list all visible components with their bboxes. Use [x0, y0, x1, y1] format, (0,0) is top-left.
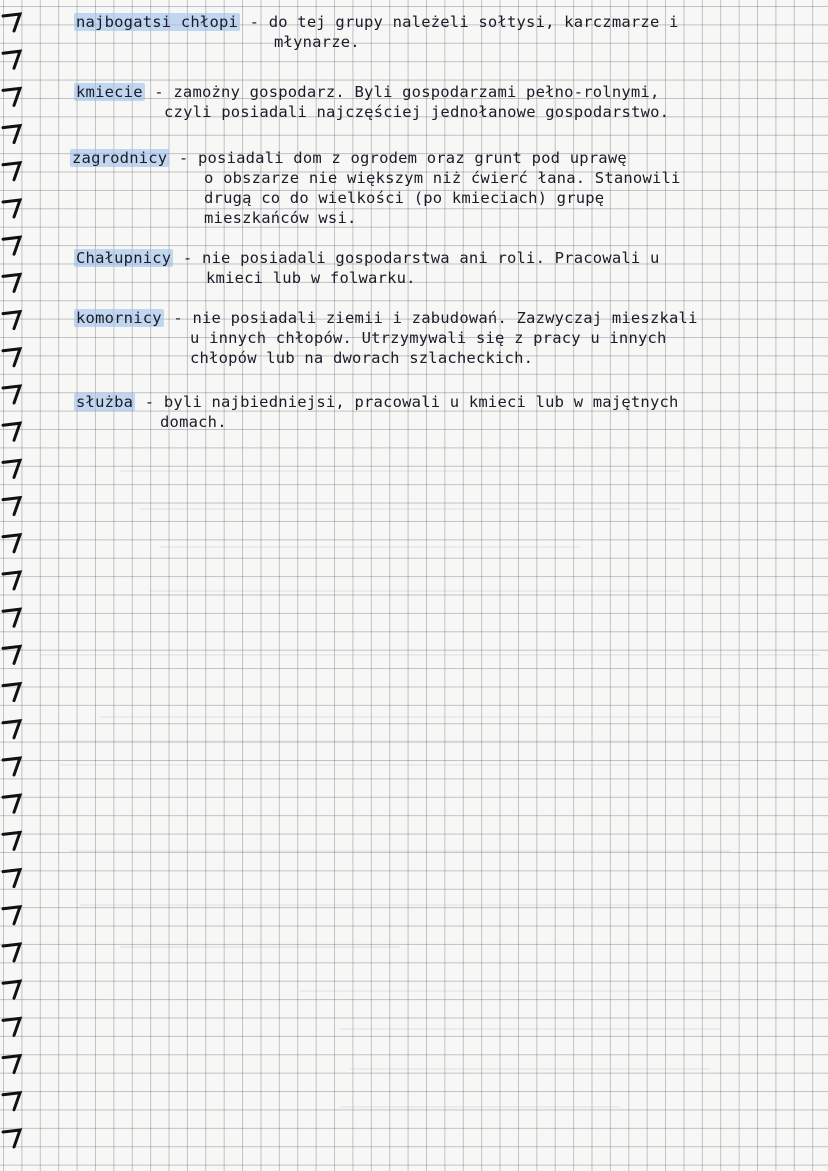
spiral-ring — [3, 758, 20, 775]
spiral-ring — [3, 1130, 20, 1147]
entry-sluzba: służba - byli najbiedniejsi, pracowali u kmieci lub w majętnych domach. — [76, 393, 679, 431]
spiral-ring — [3, 14, 20, 31]
spiral-ring — [3, 721, 20, 738]
term-kmiecie: kmiecie — [76, 83, 143, 101]
spiral-ring — [3, 795, 20, 812]
definition-line: domach. — [160, 413, 227, 431]
spiral-ring — [3, 1093, 20, 1110]
term-zagrodnicy: zagrodnicy — [72, 149, 168, 167]
definition-line: o obszarze nie większym niż ćwierć łana. Stanowili — [204, 169, 681, 187]
term-chalupnicy: Chałupnicy — [76, 249, 172, 267]
spiral-ring — [3, 423, 20, 440]
spiral-ring — [3, 386, 20, 403]
definition-line: do tej grupy należeli sołtysi, karczmarze i — [268, 13, 679, 31]
spiral-ring — [3, 498, 20, 515]
spiral-ring — [3, 200, 20, 217]
entry-kmiecie: kmiecie - zamożny gospodarz. Byli gospodarzami pełno-rolnymi, czyli posiadali najczęściej jednołanowe gospodarstwo. — [76, 83, 670, 121]
spiral-ring — [3, 646, 20, 663]
definition-line: nie posiadali ziemii i zabudowań. Zazwyczaj mieszkali — [192, 309, 698, 327]
spiral-ring — [3, 126, 20, 143]
definition-line: mieszkańców wsi. — [204, 209, 357, 227]
definition-line: byli najbiedniejsi, pracowali u kmieci lub w majętnych — [163, 393, 679, 411]
spiral-binding — [0, 0, 30, 1171]
spiral-ring — [3, 870, 20, 887]
definition-line: zamożny gospodarz. Byli gospodarzami pełno-rolnymi, — [173, 83, 660, 101]
spiral-ring — [3, 609, 20, 626]
spiral-ring — [3, 312, 20, 329]
spiral-ring — [3, 832, 20, 849]
definition-line: u innych chłopów. Utrzymywali się z pracy u innych — [190, 329, 667, 347]
entry-najbogatsi-chlopi: najbogatsi chłopi - do tej grupy należeli sołtysi, karczmarze i młynarze. — [76, 13, 679, 51]
definition-line: drugą co do wielkości (po kmieciach) grupę — [204, 189, 605, 207]
spiral-ring — [3, 88, 20, 105]
definition-line: czyli posiadali najczęściej jednołanowe gospodarstwo. — [164, 103, 670, 121]
spiral-ring — [3, 163, 20, 180]
term-komornicy: komornicy — [76, 309, 162, 327]
spiral-ring — [3, 981, 20, 998]
spiral-ring — [3, 535, 20, 552]
spiral-ring — [3, 51, 20, 68]
spiral-ring — [3, 460, 20, 477]
term-sluzba: służba — [76, 393, 134, 411]
definition-line: kmieci lub w folwarku. — [206, 269, 416, 287]
spiral-ring — [3, 907, 20, 924]
spiral-ring — [3, 572, 20, 589]
spiral-ring — [3, 274, 20, 291]
entry-komornicy: komornicy - nie posiadali ziemii i zabudowań. Zazwyczaj mieszkali u innych chłopów. Utrzymywali się z pracy u innych chłopów lub na dworach szlacheckich. — [76, 309, 698, 367]
definition-line: młynarze. — [274, 33, 360, 51]
definition-line: posiadali dom z ogrodem oraz grunt pod uprawę — [197, 149, 627, 167]
spiral-ring — [3, 944, 20, 961]
definition-line: nie posiadali gospodarstwa ani roli. Pracowali u — [201, 249, 660, 267]
spiral-ring — [3, 684, 20, 701]
entry-chalupnicy: Chałupnicy - nie posiadali gospodarstwa ani roli. Pracowali u kmieci lub w folwarku. — [76, 249, 660, 287]
spiral-ring — [3, 237, 20, 254]
term-najbogatsi-chlopi: najbogatsi chłopi — [76, 13, 239, 31]
spiral-ring — [3, 349, 20, 366]
entry-zagrodnicy: zagrodnicy - posiadali dom z ogrodem oraz grunt pod uprawę o obszarze nie większym niż ćwierć łana. Stanowili drugą co do wielkości (po kmieciach) grupę mieszkańców wsi. — [72, 149, 681, 227]
spiral-ring — [3, 1018, 20, 1035]
spiral-ring — [3, 1056, 20, 1073]
definition-line: chłopów lub na dworach szlacheckich. — [190, 349, 534, 367]
